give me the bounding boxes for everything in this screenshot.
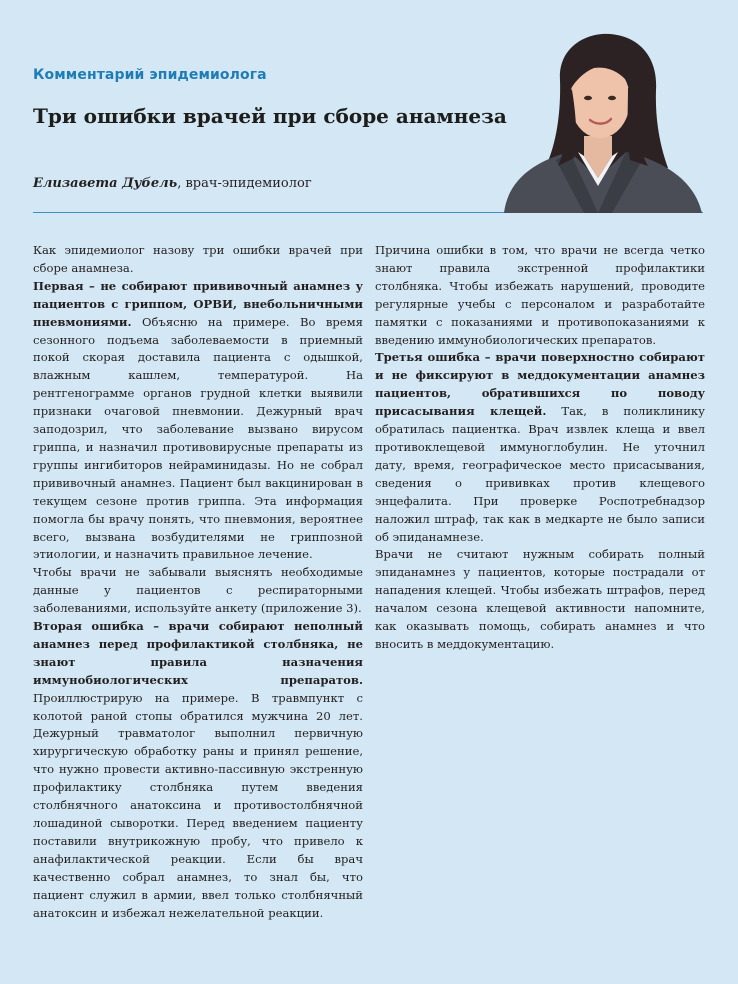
error-two-lead: Вторая ошибка – врачи собирают неполный анамнез перед профилактикой столбняка, не знают правила назначения иммунобиологических препаратов. (33, 619, 363, 687)
error-three-paragraph (375, 349, 705, 546)
article-column-right (375, 242, 705, 654)
intro-paragraph: Как эпидемиолог назову три ошибки врачей при сборе анамнеза. (33, 243, 363, 275)
error-two-body: Проиллюстрирую на примере. В травмпункт с колотой раной стопы обратился мужчина 20 лет. Дежурный травматолог выполнил первичную хирургическую обработку раны и принял решение, что нужно провести активно-пассивную экстренную профилактику столбняка путем введения столбнячного анатоксина и противостолбнячной лошадиной сыворотки. Перед введением пациенту поставили внутрикожную пробу, что привело к анафилактической реакции. Если бы врач качественно собрал анамнез, то знал бы, что пациент служил в армии, ввел только столбнячный анатоксин и избежал нежелательной реакции. (33, 690, 363, 920)
byline (33, 176, 312, 191)
article-column-left (33, 242, 363, 922)
author-portrait (498, 28, 708, 213)
error-three-body: Так, в поликлинику обратилась пациентка. Врач извлек клеща и ввел противоклещевой иммуноглобулин. Не уточнил дату, время, географическое место присасывания, сведения о прививках против клещевого энцефалита. При проверке Роспотребнадзор наложил штраф, так как в медкарте не было записи об эпиданамнезе. (375, 404, 705, 544)
error-one-lead: Первая – не собирают прививочный анамнез у пациентов с гриппом, ОРВИ, внебольничными пневмониями. (33, 278, 363, 329)
author-name: Елизавета Дубель (33, 176, 178, 191)
error-two-paragraph (33, 618, 363, 922)
ticks-advice-paragraph: Врачи не считают нужным собирать полный эпиданамнез у пациентов, которые пострадали от нападения клещей. Чтобы избежать штрафов, перед началом сезона клещевой активности напомните, как оказывать помощь, собирать анамнез и что вносить в меддокументацию. (375, 547, 705, 651)
error-one-paragraph (33, 278, 363, 565)
section-kicker: Комментарий эпидемиолога (33, 67, 267, 83)
tetanus-cause-paragraph: Причина ошибки в том, что врачи не всегда четко знают правила экстренной профилактики столбняка. Чтобы избежать нарушений, проводите регулярные учебы с персоналом и разработайте памятки с показаниями и противопоказаниями к введению иммунобиологических препаратов. (375, 243, 705, 347)
article-header (0, 0, 738, 215)
error-one-body: Объясню на примере. Во время сезонного подъема заболеваемости в приемный покой скорая доставила пациента с одышкой, влажным кашлем, температурой. На рентгенограмме органов грудной клетки выявили признаки очаговой пневмонии. Дежурный врач заподозрил, что заболевание вызвано вирусом гриппа, и назначил противовирусные препараты из группы ингибиторов нейраминидазы. Но не собрал прививочный анамнез. Пациент был вакцинирован в текущем сезоне против гриппа. Эта информация помогла бы врачу понять, что пневмония, вероятнее всего, вызвана возбудителями не гриппозной этиологии, и назначить правильное лечение. (33, 314, 363, 562)
article-title: Три ошибки врачей при сборе анамнеза (33, 104, 507, 128)
error-three-lead: Третья ошибка – врачи поверхностно собирают и не фиксируют в меддокументации анамнез пациентов, обратившихся по поводу присасывания клещей. (375, 350, 705, 419)
author-role: , врач-эпидемиолог (177, 176, 312, 191)
questionnaire-paragraph: Чтобы врачи не забывали выяснять необходимые данные у пациентов с респираторными заболеваниями, используйте анкету (приложение 3). (33, 565, 363, 616)
